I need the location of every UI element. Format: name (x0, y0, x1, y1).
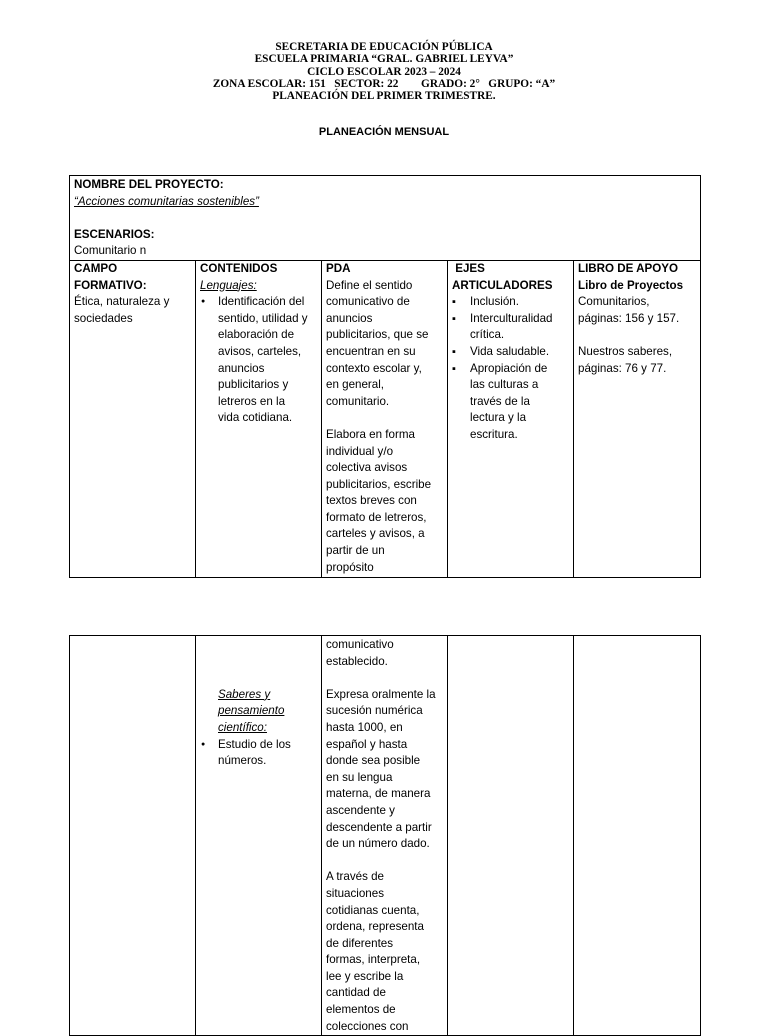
header-line-zona: ZONA ESCOLAR: 151 SECTOR: 22 GRADO: 2° GRUPO: “A” (212, 77, 556, 90)
text-line: elementos de (326, 1003, 396, 1017)
content-row (70, 260, 701, 577)
list-item-line: anuncios (218, 361, 265, 375)
ejes-cell-continued (448, 636, 574, 1036)
text-line: encuentran en su (326, 344, 416, 358)
text-line: páginas: 76 y 77. (578, 361, 667, 375)
contenidos-section-saberes (200, 687, 318, 737)
text-line: carteles y avisos, a (326, 527, 425, 541)
contenidos-cell (196, 260, 322, 577)
text-line: lee y escribe la (326, 969, 404, 983)
document-subtitle: PLANEACIÓN MENSUAL (318, 126, 450, 138)
text-line: cantidad de (326, 986, 386, 1000)
text-line: situaciones (326, 886, 385, 900)
list-item-line: ▪ Vida saludable. (470, 344, 550, 358)
list-item-line: crítica. (470, 328, 505, 342)
list-item-line: ▪ Interculturalidad (470, 311, 553, 325)
text-line: de un número dado. (326, 837, 430, 851)
project-row (70, 176, 701, 261)
ejes-list (452, 294, 570, 443)
text-line: formas, interpreta, (326, 953, 421, 967)
header-line-ciclo: CICLO ESCOLAR 2023 – 2024 (307, 65, 461, 78)
campo-formativo-cell (70, 260, 196, 577)
list-item (452, 294, 570, 311)
continued-row (70, 636, 701, 1036)
list-item-line: través de la (470, 394, 530, 408)
text-line: donde sea posible (326, 754, 421, 768)
project-cell (70, 176, 701, 261)
list-item-line: las culturas a (470, 378, 539, 392)
text-line: ordena, representa (326, 920, 424, 934)
pda-cell-continued (322, 636, 448, 1036)
text-line: en general, (326, 378, 385, 392)
text-line: sucesión numérica (326, 704, 423, 718)
text-line: comunicativo (326, 638, 394, 651)
text-line: Comunitarios, (578, 295, 650, 309)
pda-paragraph-1 (326, 278, 444, 411)
section-line: pensamiento (218, 704, 285, 718)
libro-header-1: LIBRO DE APOYO (578, 261, 679, 275)
text-line: comunicativo de (326, 295, 410, 309)
list-item-line: números. (218, 754, 267, 768)
contenidos-section-lenguajes: Lenguajes: (200, 278, 257, 292)
header-line-escuela: ESCUELA PRIMARIA “GRAL. GABRIEL LEYVA” (254, 53, 514, 66)
list-item (452, 361, 570, 444)
libro-cell (574, 260, 701, 577)
planning-table-continued (69, 635, 701, 1036)
campo-line: Ética, naturaleza y (74, 295, 170, 309)
campo-header-2: FORMATIVO: (74, 278, 147, 292)
text-line: textos breves con (326, 494, 417, 508)
text-line: comunitario. (326, 394, 390, 408)
list-item-line: lectura y la (470, 411, 527, 425)
project-name-label: NOMBRE DEL PROYECTO: (74, 178, 224, 191)
text-line: de diferentes (326, 936, 394, 950)
text-line: Expresa oralmente la (326, 687, 436, 701)
text-line: colecciones con (326, 1019, 409, 1033)
text-line: hasta 1000, en (326, 720, 403, 734)
list-item (200, 294, 318, 427)
pda-header: PDA (326, 261, 351, 275)
text-line: Define el sentido (326, 278, 413, 292)
pda-paragraph-3 (326, 687, 444, 853)
header-line-planeacion: PLANEACIÓN DEL PRIMER TRIMESTRE. (272, 90, 496, 103)
list-item-line: vida cotidiana. (218, 411, 293, 425)
list-item (200, 737, 318, 770)
libro-header-2: Libro de Proyectos (578, 278, 684, 292)
text-line: anuncios (326, 311, 373, 325)
pda-paragraph-2 (326, 427, 444, 576)
project-name: “Acciones comunitarias sostenibles” (74, 194, 259, 208)
contenidos-list (200, 294, 318, 427)
text-line: establecido. (326, 654, 388, 668)
text-line: propósito (326, 560, 374, 574)
planning-table (69, 175, 701, 578)
list-item-line: avisos, carteles, (218, 344, 302, 358)
contenidos-header: CONTENIDOS (200, 261, 278, 275)
text-line: colectiva avisos (326, 461, 408, 475)
libro-cell-continued (574, 636, 701, 1036)
text-line: publicitarios, escribe (326, 477, 432, 491)
header-line-secretaria: SECRETARIA DE EDUCACIÓN PÚBLICA (275, 41, 493, 53)
contenidos-list-continued (200, 737, 318, 770)
text-line: individual y/o (326, 444, 394, 458)
section-line: Saberes y (218, 687, 271, 701)
text-line: A través de (326, 870, 385, 884)
text-line: Elabora en forma (326, 427, 415, 441)
list-item-line: ▪ Inclusión. (470, 295, 519, 309)
text-line: ascendente y (326, 803, 395, 817)
document-header (0, 41, 768, 102)
list-item-line: escritura. (470, 427, 518, 441)
text-line: español y hasta (326, 737, 408, 751)
text-line: descendente a partir (326, 820, 432, 834)
campo-line: sociedades (74, 311, 133, 325)
scenarios-value: Comunitario n (74, 244, 147, 258)
list-item-line: elaboración de (218, 328, 295, 342)
text-line: cotidianas cuenta, (326, 903, 420, 917)
text-line: materna, de manera (326, 787, 431, 801)
text-line: páginas: 156 y 157. (578, 311, 680, 325)
list-item-line: sentido, utilidad y (218, 311, 308, 325)
ejes-header-1: EJES (452, 261, 485, 275)
ejes-header-2: ARTICULADORES (452, 278, 553, 292)
text-line: publicitarios, que se (326, 328, 429, 342)
text-line: contexto escolar y, (326, 361, 422, 375)
text-line: partir de un (326, 544, 385, 558)
text-line: formato de letreros, (326, 510, 427, 524)
pda-paragraph-4 (326, 869, 444, 1035)
ejes-cell (448, 260, 574, 577)
list-item (452, 311, 570, 344)
list-item-line: letreros en la (218, 394, 286, 408)
campo-header-1: CAMPO (74, 261, 118, 275)
section-line: científico: (218, 720, 267, 734)
list-item-line: ● Estudio de los (218, 737, 291, 751)
list-item (452, 344, 570, 361)
text-line: en su lengua (326, 770, 393, 784)
list-item-line: ▪ Apropiación de (470, 361, 548, 375)
scenarios-label: ESCENARIOS: (74, 227, 155, 241)
list-item-line: publicitarios y (218, 378, 289, 392)
campo-formativo-cell-continued (70, 636, 196, 1036)
pda-cell (322, 260, 448, 577)
contenidos-cell-continued (196, 636, 322, 1036)
list-item-line: ● Identificación del (218, 295, 305, 309)
text-line: Nuestros saberes, (578, 344, 673, 358)
